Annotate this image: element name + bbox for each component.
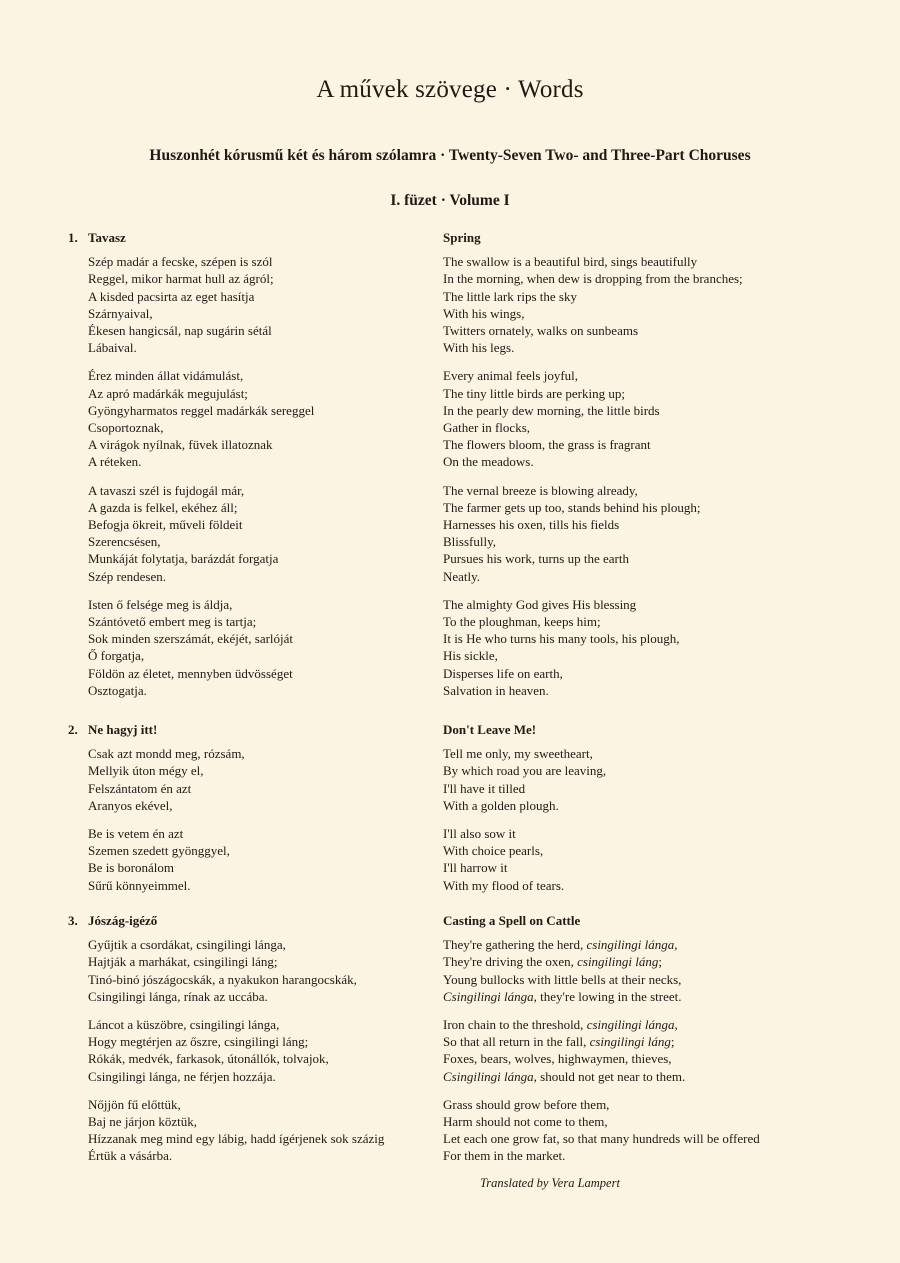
verse-line: Érez minden állat vidámulást, <box>88 368 244 384</box>
hu-section-2 <box>68 721 428 905</box>
stanza <box>88 1016 428 1085</box>
verse-line: Young bullocks with little bells at their necks, <box>443 971 682 987</box>
verse-line: On the meadows. <box>443 454 534 470</box>
stanza <box>88 745 428 814</box>
verse-line: Csak azt mondd meg, rózsám, <box>88 746 245 762</box>
section-title: Spring <box>443 230 481 245</box>
verse-line: They're driving the oxen, csingilingi láng; <box>443 954 662 970</box>
verse-line: Munkáját folytatja, barázdát forgatja <box>88 551 279 567</box>
verse-line: Szemen szedett gyönggyel, <box>88 843 230 859</box>
verse-line: Láncot a küszöbre, csingilingi lánga, <box>88 1017 280 1033</box>
verse-line: It is He who turns his many tools, his plough, <box>443 631 680 647</box>
stanza <box>443 482 843 585</box>
translator-credit: Translated by Vera Lampert <box>480 1176 620 1190</box>
verse-line: Isten ő felsége meg is áldja, <box>88 596 233 612</box>
verse-line: The swallow is a beautiful bird, sings beautifully <box>443 254 698 270</box>
verse-line: With his legs. <box>443 340 515 356</box>
verse-line: Neatly. <box>443 568 481 584</box>
verse-line: Harm should not come to them, <box>443 1114 608 1130</box>
verse-line: Nőjjön fű előttük, <box>88 1096 181 1112</box>
collection-subtitle: Huszonhét kórusmű két és három szólamra · Twenty-Seven Two- and Three-Part Choruses <box>149 147 751 164</box>
stanza <box>88 825 428 894</box>
verse-line: To the ploughman, keeps him; <box>443 614 601 630</box>
verse-line: Sok minden szerszámát, ekéjét, sarlóját <box>88 631 294 647</box>
stanza <box>88 596 428 699</box>
stanza <box>443 1096 843 1165</box>
verse-line: A gazda is felkel, ekéhez áll; <box>88 499 238 515</box>
verse-line: Szép rendesen. <box>88 568 166 584</box>
verse-line: So that all return in the fall, csingilingi láng; <box>443 1034 675 1050</box>
verse-line: I'll also sow it <box>443 826 516 842</box>
verse-line: A virágok nyílnak, füvek illatoznak <box>88 437 273 453</box>
section-title-text: Jószág-igéző <box>88 913 158 928</box>
verse-line: Reggel, mikor harmat hull az ágról; <box>88 271 274 287</box>
verse-line: Értük a vásárba. <box>88 1148 173 1164</box>
verse-line: Aranyos ekével, <box>88 797 173 813</box>
stanza <box>88 936 428 1005</box>
verse-line: Szántóvető embert meg is tartja; <box>88 614 257 630</box>
verse-line: Csingilingi lánga, should not get near to them. <box>443 1068 686 1084</box>
verse-line: The farmer gets up too, stands behind his plough; <box>443 499 701 515</box>
verse-line: The flowers bloom, the grass is fragrant <box>443 437 651 453</box>
verse-line: Lábaival. <box>88 340 137 356</box>
verse-line: Gyűjtik a csordákat, csingilingi lánga, <box>88 937 286 953</box>
verse-line: Sűrű könnyeimmel. <box>88 877 191 893</box>
section-number: 3. <box>68 913 78 928</box>
verse-line: With his wings, <box>443 305 525 321</box>
stanza <box>88 482 428 585</box>
section-title <box>68 721 428 738</box>
section-number: 1. <box>68 230 78 245</box>
stanza <box>443 253 843 356</box>
section-title: Don't Leave Me! <box>443 722 537 737</box>
volume-heading: I. füzet · Volume I <box>390 192 510 209</box>
verse-line: Földön az életet, mennyben üdvösséget <box>88 665 293 681</box>
section-title <box>68 912 428 929</box>
verse-line: Harnesses his oxen, tills his fields <box>443 517 620 533</box>
verse-line: Gather in flocks, <box>443 420 531 436</box>
verse-line: Disperses life on earth, <box>443 665 563 681</box>
verse-line: In the pearly dew morning, the little birds <box>443 402 660 418</box>
verse-line: Pursues his work, turns up the earth <box>443 551 629 567</box>
stanza <box>443 825 843 894</box>
stanza <box>443 745 843 814</box>
verse-line: Szerencsésen, <box>88 534 161 550</box>
verse-line: The little lark rips the sky <box>443 288 577 304</box>
verse-line: Mellyik úton mégy el, <box>88 763 204 779</box>
stanza <box>443 1016 843 1085</box>
verse-line: A kisded pacsirta az eget hasítja <box>88 288 255 304</box>
verse-line: Baj ne járjon köztük, <box>88 1114 198 1130</box>
stanza <box>443 936 843 1005</box>
verse-line: Tell me only, my sweetheart, <box>443 746 593 762</box>
stanza <box>88 253 428 356</box>
verse-line: With a golden plough. <box>443 797 559 813</box>
verse-line: A tavaszi szél is fujdogál már, <box>88 482 245 498</box>
stanza <box>443 596 843 699</box>
verse-line: Iron chain to the threshold, csingilingi lánga, <box>443 1017 678 1033</box>
verse-line: Felszántatom én azt <box>88 780 192 796</box>
en-section-3 <box>443 912 843 1176</box>
verse-line: I'll have it tilled <box>443 780 526 796</box>
section-title-text: Ne hagyj itt! <box>88 722 158 737</box>
section-number: 2. <box>68 722 78 737</box>
hu-section-3 <box>68 912 428 1176</box>
verse-line: Hajtják a marhákat, csingilingi láng; <box>88 954 278 970</box>
stanza <box>88 367 428 470</box>
verse-line: Gyöngyharmatos reggel madárkák sereggel <box>88 402 315 418</box>
verse-line: The almighty God gives His blessing <box>443 596 637 612</box>
verse-line: Let each one grow fat, so that many hundreds will be offered <box>443 1131 760 1147</box>
verse-line: They're gathering the herd, csingilingi lánga, <box>443 937 678 953</box>
verse-line: The tiny little birds are perking up; <box>443 385 625 401</box>
verse-line: Csingilingi lánga, rínak az uccába. <box>88 988 268 1004</box>
verse-line: Hogy megtérjen az őszre, csingilingi láng; <box>88 1034 309 1050</box>
verse-line: A réteken. <box>88 454 142 470</box>
verse-line: Be is vetem én azt <box>88 826 184 842</box>
verse-line: Tinó-binó jószágocskák, a nyakukon harangocskák, <box>88 971 357 987</box>
verse-line: With choice pearls, <box>443 843 544 859</box>
verse-line: In the morning, when dew is dropping from the branches; <box>443 271 743 287</box>
verse-line: Csingilingi lánga, ne férjen hozzája. <box>88 1068 276 1084</box>
en-section-1 <box>443 229 843 710</box>
verse-line: Grass should grow before them, <box>443 1096 610 1112</box>
verse-line: Ő forgatja, <box>88 648 145 664</box>
verse-line: For them in the market. <box>443 1148 566 1164</box>
verse-line: Osztogatja. <box>88 682 147 698</box>
verse-line: Twitters ornately, walks on sunbeams <box>443 323 639 339</box>
verse-line: Szárnyaival, <box>88 305 153 321</box>
verse-line: Salvation in heaven. <box>443 682 549 698</box>
verse-line: Rókák, medvék, farkasok, útonállók, tolvajok, <box>88 1051 329 1067</box>
verse-line: Befogja ökreit, műveli földeit <box>88 517 243 533</box>
verse-line: His sickle, <box>443 648 498 664</box>
verse-line: Ékesen hangicsál, nap sugárin sétál <box>88 323 272 339</box>
section-title <box>68 229 428 246</box>
verse-line: Be is boronálom <box>88 860 174 876</box>
verse-line: Csoportoznak, <box>88 420 164 436</box>
page-title: A művek szövege · Words <box>316 76 584 103</box>
verse-line: Blissfully, <box>443 534 496 550</box>
verse-line: Foxes, bears, wolves, highwaymen, thieves, <box>443 1051 672 1067</box>
section-title-text: Tavasz <box>88 230 126 245</box>
verse-line: Every animal feels joyful, <box>443 368 579 384</box>
verse-line: With my flood of tears. <box>443 877 565 893</box>
en-section-2 <box>443 721 843 905</box>
section-title: Casting a Spell on Cattle <box>443 913 581 928</box>
hu-section-1 <box>68 229 428 710</box>
stanza <box>88 1096 428 1165</box>
verse-line: The vernal breeze is blowing already, <box>443 482 638 498</box>
verse-line: Szép madár a fecske, szépen is szól <box>88 254 273 270</box>
verse-line: Az apró madárkák megujulást; <box>88 385 248 401</box>
verse-line: By which road you are leaving, <box>443 763 607 779</box>
stanza <box>443 367 843 470</box>
verse-line: I'll harrow it <box>443 860 508 876</box>
verse-line: Csingilingi lánga, they're lowing in the street. <box>443 988 682 1004</box>
verse-line: Hízzanak meg mind egy lábig, hadd ígérjenek sok százig <box>88 1131 385 1147</box>
